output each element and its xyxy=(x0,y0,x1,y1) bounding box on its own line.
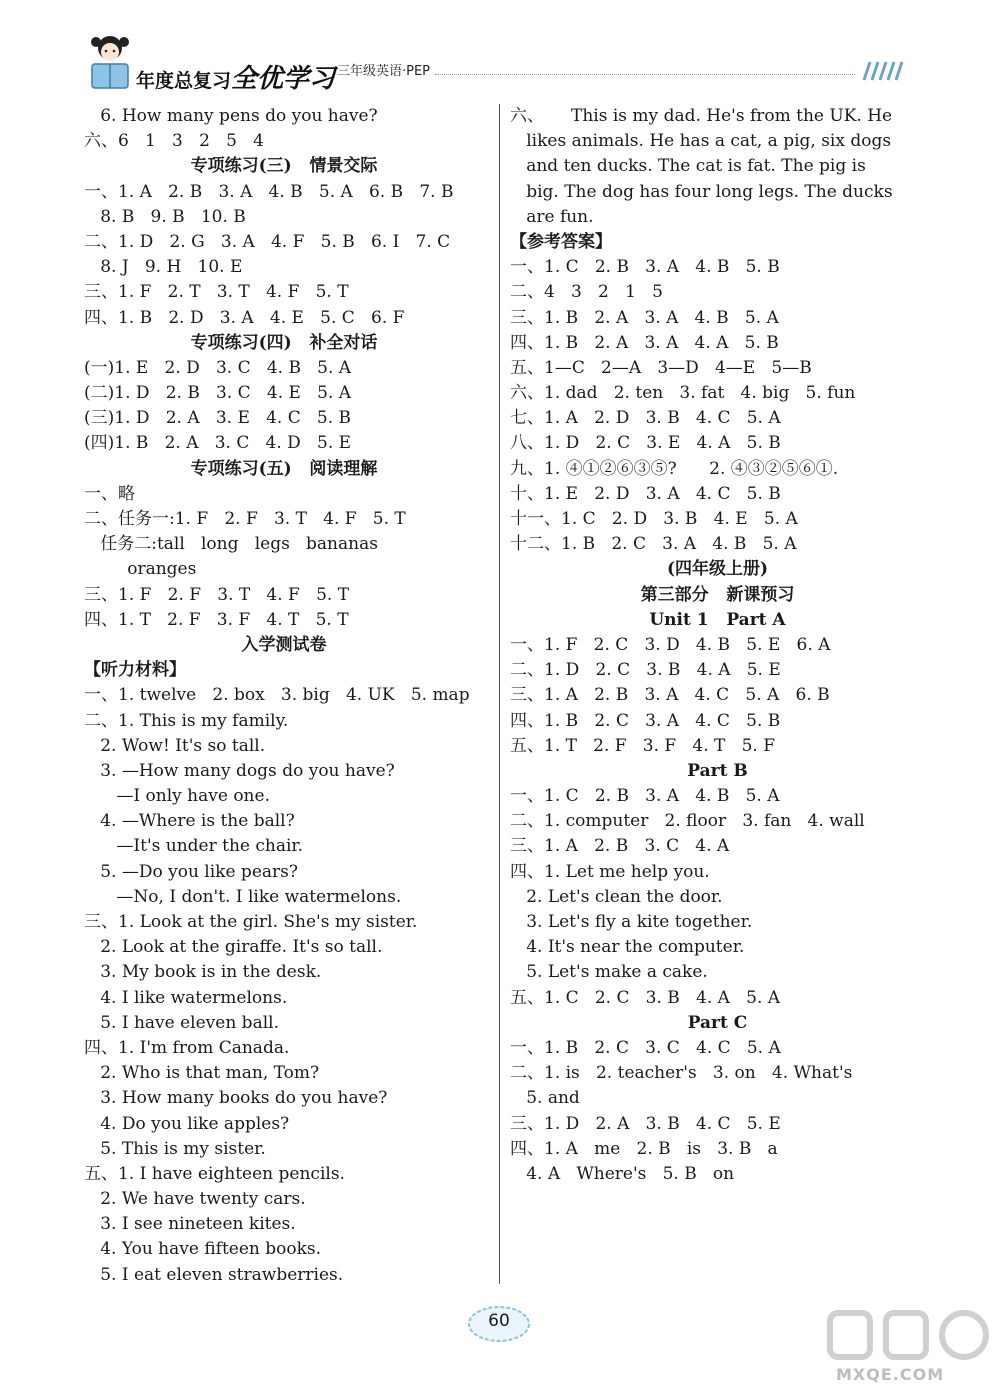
answer-line: 4. Do you like apples? xyxy=(84,1113,290,1134)
answer-line: 四、1. B 2. D 3. A 4. E 5. C 6. F xyxy=(84,307,405,328)
section-heading: 第三部分 新课预习 xyxy=(640,584,795,605)
right-column xyxy=(510,104,925,1187)
passage-line: big. The dog has four long legs. The ducks xyxy=(510,181,893,202)
answer-line: 一、1. C 2. B 3. A 4. B 5. B xyxy=(510,257,780,278)
answer-line: 5. This is my sister. xyxy=(84,1138,266,1159)
passage-line: are fun. xyxy=(510,206,594,227)
answer-line: 四、1. I'm from Canada. xyxy=(84,1037,290,1058)
answer-line: 5. and xyxy=(510,1088,580,1109)
answer-line: 五、1. I have eighteen pencils. xyxy=(84,1163,345,1184)
answer-line: 五、1. C 2. C 3. B 4. A 5. A xyxy=(510,987,781,1008)
brand-small: 年度总复习 xyxy=(136,70,232,92)
page-number: 60 xyxy=(488,1311,510,1331)
answer-line: 2. Who is that man, Tom? xyxy=(84,1063,320,1084)
answer-line: 四、1. B 2. A 3. A 4. A 5. B xyxy=(510,332,779,353)
answer-line: (一)1. E 2. D 3. C 4. B 5. A xyxy=(84,357,352,378)
section-heading: Part B xyxy=(687,760,748,781)
answer-line: 四、1. T 2. F 3. F 4. T 5. T xyxy=(84,609,349,630)
answer-line: 四、1. A me 2. B is 3. B a xyxy=(510,1138,778,1159)
answer-line: 4. I like watermelons. xyxy=(84,987,288,1008)
answer-line: 5. I have eleven ball. xyxy=(84,1012,279,1033)
answer-line: 4. It's near the computer. xyxy=(510,937,745,958)
answer-line: (二)1. D 2. B 3. C 4. E 5. A xyxy=(84,383,352,404)
answer-line: 5. —Do you like pears? xyxy=(84,861,298,882)
answer-line: 十一、1. C 2. D 3. B 4. E 5. A xyxy=(510,509,798,529)
answer-line: 八、1. D 2. C 3. E 4. A 5. B xyxy=(510,433,781,454)
answer-line: 4. A Where's 5. B on xyxy=(510,1163,735,1184)
answer-line: 2. Wow! It's so tall. xyxy=(84,735,266,756)
answer-line: 一、略 xyxy=(84,483,135,504)
answer-line: 二、1. D 2. G 3. A 4. F 5. B 6. I 7. C xyxy=(84,231,451,252)
answer-line: 九、1. ④①②⑥③⑤? 2. ④③②⑤⑥①. xyxy=(510,458,839,479)
section-heading: Part C xyxy=(687,1012,748,1033)
section-heading: 专项练习(三) 情景交际 xyxy=(190,156,378,177)
answer-line: 三、1. A 2. B 3. C 4. A xyxy=(510,836,730,857)
section-heading: (四年级上册) xyxy=(666,559,769,580)
answer-line: —I only have one. xyxy=(84,786,270,807)
brand-title xyxy=(136,58,335,95)
answer-line: 一、1. B 2. C 3. C 4. C 5. A xyxy=(510,1037,781,1058)
answer-line: 七、1. A 2. D 3. B 4. C 5. A xyxy=(510,408,781,429)
answer-line: (三)1. D 2. A 3. E 4. C 5. B xyxy=(84,408,352,429)
answer-line: 一、1. C 2. B 3. A 4. B 5. A xyxy=(510,786,780,807)
answer-line: 5. Let's make a cake. xyxy=(510,962,708,983)
section-heading: 专项练习(四) 补全对话 xyxy=(190,332,378,353)
passage-line: 六、 This is my dad. He's from the UK. He xyxy=(510,106,893,126)
answer-line: 二、1. This is my family. xyxy=(84,710,289,731)
answer-line: 5. I eat eleven strawberries. xyxy=(84,1264,344,1285)
watermark-text: MXQE.COM xyxy=(836,1365,945,1384)
answer-line: 四、1. B 2. C 3. A 4. C 5. B xyxy=(510,710,781,731)
subsection-heading: 【听力材料】 xyxy=(84,660,186,681)
section-heading: 专项练习(五) 阅读理解 xyxy=(190,458,378,479)
answer-line: 2. We have twenty cars. xyxy=(84,1189,306,1210)
answer-line: (四)1. B 2. A 3. C 4. D 5. E xyxy=(84,433,352,454)
section-heading: 入学测试卷 xyxy=(241,634,327,655)
answer-line: 二、1. is 2. teacher's 3. on 4. What's xyxy=(510,1063,853,1084)
answer-line: 一、1. F 2. C 3. D 4. B 5. E 6. A xyxy=(510,634,831,655)
answer-line: 3. My book is in the desk. xyxy=(84,962,322,983)
answer-line: 二、1. D 2. C 3. B 4. A 5. E xyxy=(510,660,781,681)
header-stripes-decoration xyxy=(860,60,910,82)
passage-line: and ten ducks. The cat is fat. The pig is xyxy=(510,156,866,177)
answer-line: 二、4 3 2 1 5 xyxy=(510,282,663,303)
answer-line: 任务二:tall long legs bananas xyxy=(84,534,378,555)
answer-line: 一、1. A 2. B 3. A 4. B 5. A 6. B 7. B xyxy=(84,181,454,202)
answer-line: —It's under the chair. xyxy=(84,836,304,857)
answer-line: 五、1. T 2. F 3. F 4. T 5. F xyxy=(510,735,776,756)
answer-line: 六、1. dad 2. ten 3. fat 4. big 5. fun xyxy=(510,383,856,404)
left-column xyxy=(84,104,484,1288)
section-heading: Unit 1 Part A xyxy=(649,609,786,630)
answer-line: 三、1. F 2. T 3. T 4. F 5. T xyxy=(84,282,349,303)
answer-line: 六、6 1 3 2 5 4 xyxy=(84,131,264,152)
answer-line: 三、1. B 2. A 3. A 4. B 5. A xyxy=(510,307,779,328)
answer-line: 十、1. E 2. D 3. A 4. C 5. B xyxy=(510,483,781,504)
header-dotted-line xyxy=(435,74,855,75)
answer-line: 4. —Where is the ball? xyxy=(84,811,295,832)
answer-line: 2. Look at the giraffe. It's so tall. xyxy=(84,937,383,958)
page-header xyxy=(80,30,915,92)
answer-line: 四、1. Let me help you. xyxy=(510,861,710,882)
answer-line: 十二、1. B 2. C 3. A 4. B 5. A xyxy=(510,534,797,555)
answer-line: 三、1. A 2. B 3. A 4. C 5. A 6. B xyxy=(510,685,830,706)
answer-line: 8. J 9. H 10. E xyxy=(84,257,243,278)
answer-line: 三、1. F 2. F 3. T 4. F 5. T xyxy=(84,584,350,605)
passage-line: likes animals. He has a cat, a pig, six dogs xyxy=(510,131,892,152)
answer-line: 4. You have fifteen books. xyxy=(84,1239,322,1260)
subsection-heading: 【参考答案】 xyxy=(510,231,612,252)
answer-line: 8. B 9. B 10. B xyxy=(84,206,246,227)
brand-big: 全优学习 xyxy=(231,64,336,94)
answer-line: 3. Let's fly a kite together. xyxy=(510,912,753,932)
answer-line: 五、1—C 2—A 3—D 4—E 5—B xyxy=(510,357,812,378)
mascot-reading-icon xyxy=(86,34,134,92)
answer-line: 三、1. D 2. A 3. B 4. C 5. E xyxy=(510,1113,781,1134)
answer-line: 6. How many pens do you have? xyxy=(84,106,378,126)
answer-line: 3. How many books do you have? xyxy=(84,1088,388,1109)
answer-line: 二、1. computer 2. floor 3. fan 4. wall xyxy=(510,811,865,832)
answer-line: 3. I see nineteen kites. xyxy=(84,1214,296,1235)
column-divider xyxy=(499,104,500,1284)
answer-line: 三、1. Look at the girl. She's my sister. xyxy=(84,912,418,932)
answer-line: —No, I don't. I like watermelons. xyxy=(84,886,402,907)
answer-line: 一、1. twelve 2. box 3. big 4. UK 5. map xyxy=(84,685,470,706)
answer-line: oranges xyxy=(84,559,197,580)
subject-label: 三年级英语·PEP xyxy=(337,64,431,79)
answer-line: 3. —How many dogs do you have? xyxy=(84,760,395,781)
answer-line: 2. Let's clean the door. xyxy=(510,886,723,907)
answer-line: 二、任务一:1. F 2. F 3. T 4. F 5. T xyxy=(84,509,406,529)
